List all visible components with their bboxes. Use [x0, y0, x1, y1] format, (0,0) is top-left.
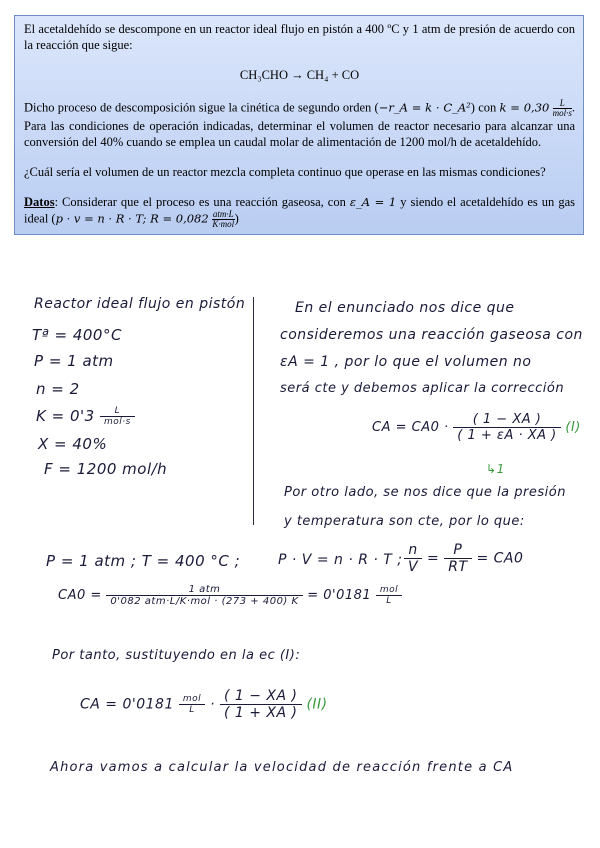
notes-pressure: P = 1 atm — [34, 352, 114, 370]
ca0-unit — [376, 585, 402, 606]
ratio-eq-sign: = — [427, 550, 440, 567]
arrow-note-label: 1 — [496, 462, 505, 476]
arrow-note: ↳1 — [486, 462, 505, 476]
notes-flow: F = 1200 mol/h — [44, 460, 168, 478]
eq1-fraction — [453, 412, 560, 443]
eq2-unit-num: mol — [179, 694, 205, 705]
notes-title: Reactor ideal flujo en pistón — [34, 296, 246, 312]
ca0-den: 0'082 atm·L/K·mol · (273 + 400) K — [110, 596, 299, 607]
k-unit-fraction — [553, 99, 572, 118]
eq2-unit — [179, 694, 205, 715]
eq2-unit-den: L — [189, 705, 195, 715]
kinetics-text-b: ) con — [470, 100, 500, 115]
concentration-relation — [404, 542, 523, 575]
eq1-tag: (I) — [565, 420, 581, 435]
ca0-fraction — [106, 584, 302, 607]
conditions-line: P = 1 atm ; T = 400 °C ; — [46, 552, 241, 570]
datos-text: : Considerar que el proceso es una reacción gaseosa, con — [54, 195, 350, 209]
prt-den: RT — [448, 559, 468, 575]
p-over-rt — [444, 542, 471, 575]
gas-law: p · v = n · R · T; R = 0,082 — [55, 211, 209, 226]
eq2-num: ( 1 − XA ) — [220, 688, 302, 705]
eq2-lhs: CA = 0'0181 — [80, 696, 174, 713]
eq2-fraction — [220, 688, 302, 721]
eq1-lhs: CA = CA0 · — [372, 420, 449, 435]
rate-law: −r_A = k · C_A² — [378, 100, 471, 115]
notes-right-line1: En el enunciado nos dice que — [295, 300, 515, 316]
ca0-equals: = CA0 — [476, 550, 524, 567]
final-line: Ahora vamos a calcular la velocidad de reacción frente a CA — [50, 760, 514, 775]
eq1-num: ( 1 − XA ) — [453, 412, 560, 428]
problem-kinetics — [24, 99, 575, 150]
notes-k-value: K = 0'3 — [36, 407, 95, 425]
notes-right-line2: consideremos una reacción gaseosa con — [280, 327, 583, 343]
ca0-result: = 0'0181 — [307, 588, 372, 603]
notes-right-line3: εA = 1 , por lo que el volumen no — [280, 354, 532, 370]
notes-k-unit-den: mol·s — [103, 417, 131, 427]
notes-k — [36, 406, 135, 427]
prt-num: P — [444, 542, 471, 559]
datos-text-2: y siendo el acetaldehído es un gas ideal ( — [24, 195, 575, 226]
ratio-num: n — [404, 542, 422, 559]
notes-k-unit-num: L — [100, 406, 135, 417]
ratio-den: V — [408, 559, 419, 575]
k-unit-den: mol·s — [552, 108, 572, 118]
eq2-dot: · — [210, 696, 216, 713]
n-over-v — [404, 542, 422, 575]
problem-statement-box — [14, 15, 584, 235]
notes-divider — [253, 297, 254, 525]
ca0-num: 1 atm — [106, 584, 302, 596]
ca0-calculation — [58, 584, 402, 607]
eq1-den: ( 1 + εA · XA ) — [457, 428, 557, 443]
notes-right-line6: y temperatura son cte, por lo que: — [284, 514, 525, 529]
r-unit-num: atm·L — [212, 209, 234, 219]
notes-conversion: X = 40% — [38, 435, 108, 453]
problem-question: ¿Cuál sería el volumen de un reactor mezcla completa continuo que operase en las mismas condiciones? — [24, 165, 546, 179]
notes-k-unit — [100, 406, 135, 427]
substitution-line: Por tanto, sustituyendo en la ec (I): — [52, 648, 301, 663]
eq2-den: ( 1 + XA ) — [223, 705, 298, 721]
r-unit-den: K·mol — [212, 219, 235, 229]
r-unit-fraction — [212, 210, 235, 229]
notes-temperature: Tª = 400°C — [32, 326, 122, 344]
reaction-equation: CH₃CHO → CH₄ + CO — [239, 68, 360, 82]
ca0-unit-num: mol — [376, 585, 402, 596]
k-unit-num: L — [553, 99, 572, 109]
close-paren: ) — [234, 211, 239, 226]
ca0-lhs: CA0 = — [58, 588, 102, 603]
kinetics-text-a: Dicho proceso de descomposición sigue la cinética de segundo orden ( — [24, 100, 379, 115]
final-concentration-eq — [80, 688, 328, 721]
epsilon-value: ε_A = 1 — [349, 195, 397, 209]
datos-label: Datos — [24, 195, 55, 209]
correction-equation — [372, 412, 581, 443]
eq2-tag: (II) — [306, 696, 328, 713]
k-value: k = 0,30 — [499, 100, 550, 115]
problem-intro: El acetaldehído se descompone en un reactor ideal flujo en pistón a 400 ºC y 1 atm de presión de acuerdo con la reacción que sigue: — [24, 22, 575, 52]
ca0-unit-den: L — [386, 596, 392, 606]
problem-data — [24, 194, 575, 229]
notes-right-line5: Por otro lado, se nos dice que la presión — [284, 485, 566, 500]
notes-right-line4: será cte y debemos aplicar la corrección — [280, 381, 565, 396]
kinetics-text-c: . Para las condiciones de operación indicadas, determinar el volumen de reactor necesario para alcanzar una conversión del 40% cuando se emplea un caudal molar de alimentación de 1200 mol/h de acetaldehído. — [24, 100, 575, 149]
notes-order: n = 2 — [36, 380, 80, 398]
ideal-gas-law: P · V = n · R · T ; — [278, 552, 403, 568]
